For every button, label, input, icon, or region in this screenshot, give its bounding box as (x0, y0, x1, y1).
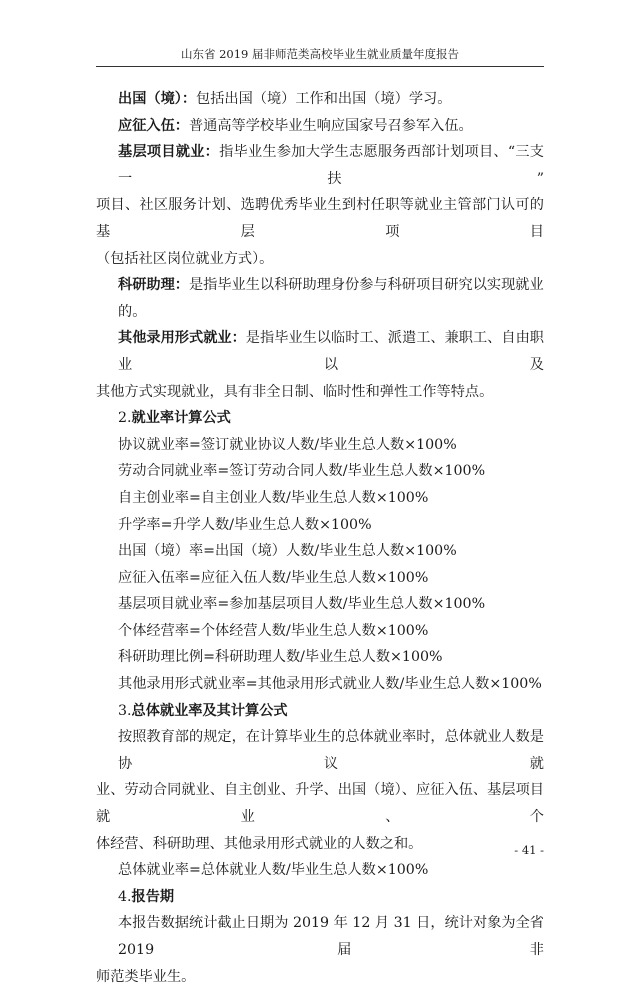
paragraph-line: 业、劳动合同就业、自主创业、升学、出国（境）、应征入伍、基层项目就业、个 (96, 782, 544, 826)
definition-text: 包括出国（境）工作和出国（境）学习。 (196, 91, 452, 107)
definition-term: 其他录用形式就业： (118, 330, 246, 347)
section-heading (96, 405, 544, 432)
definition-enlistment (96, 113, 544, 140)
formula-line: 升学率=升学人数/毕业生总人数×100% (118, 516, 372, 533)
formula-line: 劳动合同就业率=签订劳动合同人数/毕业生总人数×100% (118, 463, 486, 480)
section-heading (96, 698, 544, 725)
definition-grassroots-line2: 项目、社区服务计划、选聘优秀毕业生到村任职等就业主管部门认可的基层项目 (96, 197, 544, 240)
definition-text: 普通高等学校毕业生响应国家号召参军入伍。 (188, 117, 473, 134)
running-header: 山东省 2019 届非师范类高校毕业生就业质量年度报告 (180, 47, 460, 61)
definition-term: 出国（境）： (118, 91, 197, 107)
section-title: 就业率计算公式 (131, 410, 231, 427)
definition-research-assistant (96, 272, 544, 325)
definition-grassroots-line1 (96, 139, 544, 192)
header-rule (96, 66, 544, 67)
formula-line: 应征入伍率=应征入伍人数/毕业生总人数×100% (118, 569, 429, 586)
formula-line: 科研助理比例=科研助理人数/毕业生总人数×100% (118, 649, 443, 666)
section-title: 报告期 (131, 888, 175, 905)
formula-line: 个体经营率=个体经营人数/毕业生总人数×100% (118, 622, 429, 639)
section-heading (96, 884, 544, 911)
paragraph-line: 按照教育部的规定，在计算毕业生的总体就业率时，总体就业人数是协议就 (118, 729, 544, 772)
definition-term: 科研助理： (118, 277, 189, 294)
formula-line: 其他录用形式就业率=其他录用形式就业人数/毕业生总人数×100% (118, 676, 542, 693)
definition-other-line1 (96, 325, 544, 378)
definition-text: 是指毕业生以科研助理身份参与科研项目研究以实现就业的。 (118, 277, 544, 320)
definition-text: 是指毕业生以临时工、派遣工、兼职工、自由职业以及 (118, 330, 544, 373)
formula-line: 自主创业率=自主创业人数/毕业生总人数×100% (118, 489, 429, 506)
definition-text: 指毕业生参加大学生志愿服务西部计划项目、“三支一扶” (118, 144, 544, 187)
paragraph-line: 体经营、科研助理、其他录用形式就业的人数之和。 (96, 835, 423, 852)
paragraph-line: 本报告数据统计截止日期为 2019 年 12 月 31 日，统计对象为全省 2019 届非 (118, 915, 544, 958)
section-number: 2. (118, 410, 132, 427)
section-number: 3. (118, 702, 132, 719)
formula-line: 基层项目就业率=参加基层项目人数/毕业生总人数×100% (118, 596, 486, 613)
definition-other-line2: 其他方式实现就业，具有非全日制、临时性和弹性工作等特点。 (96, 383, 494, 400)
section-number: 4. (118, 888, 132, 905)
formula-line: 协议就业率=签订就业协议人数/毕业生总人数×100% (118, 436, 457, 453)
section-title: 总体就业率及其计算公式 (131, 702, 288, 719)
page-number: - 41 - (514, 843, 544, 857)
formula-line: 总体就业率=总体就业人数/毕业生总人数×100% (118, 862, 429, 879)
definition-term: 基层项目就业： (118, 144, 220, 161)
definition-overseas (96, 86, 544, 113)
definition-grassroots-line3: （包括社区岗位就业方式）。 (96, 250, 274, 267)
formula-line: 出国（境）率=出国（境）人数/毕业生总人数×100% (118, 543, 457, 560)
paragraph-line: 师范类毕业生。 (96, 968, 196, 985)
definition-term: 应征入伍： (118, 117, 189, 134)
